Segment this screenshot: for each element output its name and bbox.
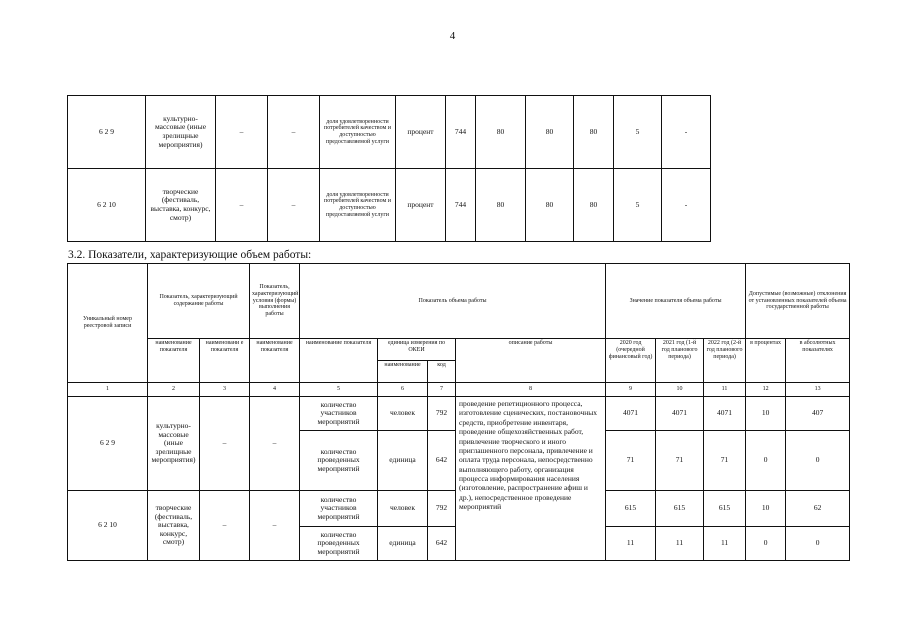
value-2021: 71	[656, 431, 704, 491]
deviation-percent: 0	[746, 527, 786, 561]
value-group-header: Значение показателя объема работы	[606, 264, 746, 339]
column-number: 9	[606, 383, 656, 397]
value-2022: 71	[704, 431, 746, 491]
volume-group-header: Показатель объема работы	[300, 264, 606, 339]
registry-code: 6 2 10	[68, 491, 148, 561]
condition-name-header: наименование показателя	[250, 339, 300, 383]
volume-name-header: наименование показателя	[300, 339, 378, 383]
value-2021: 80	[526, 96, 574, 169]
condition-value: –	[216, 169, 268, 242]
quality-indicators-table	[67, 95, 711, 242]
deviation-percent: 5	[614, 169, 662, 242]
unit-group-header: единица измерения по ОКЕИ	[378, 339, 456, 361]
value-2021: 4071	[656, 397, 704, 431]
year-2021-header: 2021 год (1-й год планового периода)	[656, 339, 704, 383]
deviation-absolute: 0	[786, 431, 850, 491]
page-number: 4	[449, 30, 456, 42]
indicator-name: доля удовлетворенности потребителей качеством и доступностью предоставляемой услуги	[320, 96, 396, 169]
column-number: 7	[428, 383, 456, 397]
column-number: 8	[456, 383, 606, 397]
volume-indicator-name: количество проведенных мероприятий	[300, 527, 378, 561]
deviation-percent: 0	[746, 431, 786, 491]
condition-value: –	[268, 96, 320, 169]
deviation-absolute: -	[662, 96, 711, 169]
unit-name: единица	[378, 527, 428, 561]
value-2020: 11	[606, 527, 656, 561]
okei-code: 642	[428, 431, 456, 491]
header-row	[68, 264, 850, 339]
table-row	[68, 96, 711, 169]
registry-code: 6 2 9	[68, 397, 148, 491]
deviation-absolute-header: в абсолютных показателях	[786, 339, 850, 383]
deviation-absolute: 407	[786, 397, 850, 431]
condition-value: –	[200, 491, 250, 561]
volume-indicator-name: количество участников мероприятий	[300, 491, 378, 527]
volume-indicators-table	[67, 263, 850, 561]
unit-name: процент	[396, 96, 446, 169]
value-2020: 4071	[606, 397, 656, 431]
value-2021: 80	[526, 169, 574, 242]
column-number: 2	[148, 383, 200, 397]
deviation-absolute: 0	[786, 527, 850, 561]
deviation-absolute: -	[662, 169, 711, 242]
content-name-header: наименовани е показателя	[200, 339, 250, 383]
content-value: творческие (фестиваль, выставка, конкурс, смотр)	[146, 169, 216, 242]
condition-value: –	[216, 96, 268, 169]
okei-code: 744	[446, 169, 476, 242]
registry-code: 6 2 10	[68, 169, 146, 242]
volume-indicator-name: количество проведенных мероприятий	[300, 431, 378, 491]
registry-header: Уникальный номер реестровой записи	[68, 264, 148, 383]
content-value: культурно-массовые (иные зрелищные мероприятия)	[146, 96, 216, 169]
column-number: 13	[786, 383, 850, 397]
condition-value: –	[250, 397, 300, 491]
condition-value: –	[268, 169, 320, 242]
value-2022: 80	[574, 169, 614, 242]
deviation-percent: 10	[746, 397, 786, 431]
table-row	[68, 397, 850, 431]
column-number: 1	[68, 383, 148, 397]
registry-code: 6 2 9	[68, 96, 146, 169]
unit-code-header: код	[428, 361, 456, 383]
volume-indicator-name: количество участников мероприятий	[300, 397, 378, 431]
condition-value: –	[200, 397, 250, 491]
value-2020: 80	[476, 96, 526, 169]
section-title: 3.2. Показатели, характеризующие объем работы:	[68, 249, 312, 261]
conditions-group-header: Показатель, характеризующий условия (формы) выполнения работы	[250, 264, 300, 339]
column-number: 12	[746, 383, 786, 397]
content-group-header: Показатель, характеризующий содержание работы	[148, 264, 250, 339]
column-number: 3	[200, 383, 250, 397]
value-2020: 80	[476, 169, 526, 242]
deviation-group-header: Допустимые (возможные) отклонения от установленных показателей объема государственной работы	[746, 264, 850, 339]
indicator-name: доля удовлетворенности потребителей качеством и доступностью предоставляемой услуги	[320, 169, 396, 242]
value-2022: 80	[574, 96, 614, 169]
condition-value: –	[250, 491, 300, 561]
table-row	[68, 169, 711, 242]
deviation-percent: 5	[614, 96, 662, 169]
column-number: 5	[300, 383, 378, 397]
unit-name: процент	[396, 169, 446, 242]
year-2020-header: 2020 год (очередной финансовый год)	[606, 339, 656, 383]
unit-name-header: наименование	[378, 361, 428, 383]
year-2022-header: 2022 год (2-й год планового периода)	[704, 339, 746, 383]
deviation-absolute: 62	[786, 491, 850, 527]
header-row	[68, 339, 850, 361]
deviation-percent-header: в процентах	[746, 339, 786, 383]
content-value: культурно-массовые (иные зрелищные мероприятия)	[148, 397, 200, 491]
unit-name: человек	[378, 491, 428, 527]
column-number: 4	[250, 383, 300, 397]
column-number: 6	[378, 383, 428, 397]
value-2020: 615	[606, 491, 656, 527]
okei-code: 792	[428, 397, 456, 431]
work-description: проведение репетиционного процесса, изготовление сценических, постановочных средств, приобретение инвентаря, проведение общехозяйственных работ, привлечение творческого и иного приглашенного персонала, привлечение и оплата труда персонала, непосредственно выполняющего работу, организация процесса информирования населения (изготовление, распространение афиш и др.), непосредственное проведение мероприятий	[456, 397, 606, 561]
unit-name: человек	[378, 397, 428, 431]
column-number: 11	[704, 383, 746, 397]
unit-name: единица	[378, 431, 428, 491]
description-header: описание работы	[456, 339, 606, 383]
value-2020: 71	[606, 431, 656, 491]
value-2021: 11	[656, 527, 704, 561]
content-value: творческие (фестиваль, выставка, конкурс, смотр)	[148, 491, 200, 561]
deviation-percent: 10	[746, 491, 786, 527]
value-2022: 4071	[704, 397, 746, 431]
value-2021: 615	[656, 491, 704, 527]
column-number: 10	[656, 383, 704, 397]
okei-code: 744	[446, 96, 476, 169]
column-number-row	[68, 383, 850, 397]
content-name-header: наименование показателя	[148, 339, 200, 383]
okei-code: 792	[428, 491, 456, 527]
value-2022: 615	[704, 491, 746, 527]
value-2022: 11	[704, 527, 746, 561]
okei-code: 642	[428, 527, 456, 561]
